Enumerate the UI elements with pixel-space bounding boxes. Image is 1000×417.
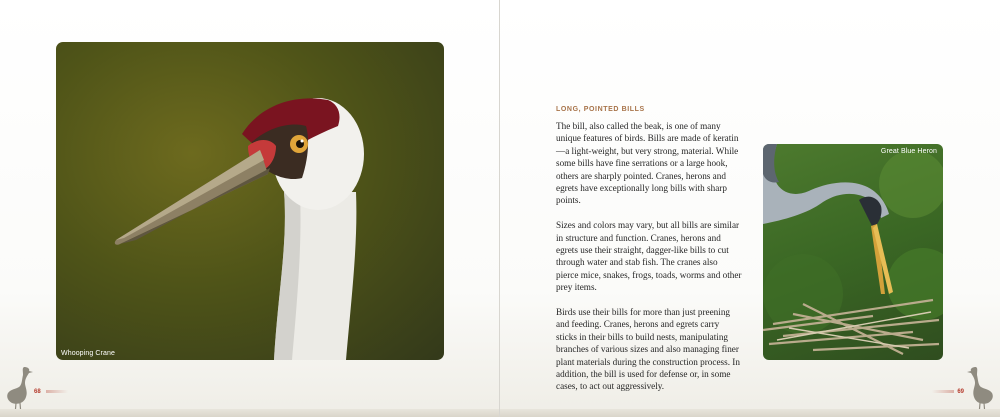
page-edge	[0, 409, 499, 417]
great-blue-heron-photo	[763, 144, 943, 360]
section-heading: LONG, POINTED BILLS	[556, 106, 645, 113]
crane-silhouette-icon	[2, 363, 36, 415]
page-number: 69	[957, 389, 964, 395]
photo-caption: Whooping Crane	[61, 350, 115, 357]
crane-silhouette-icon	[964, 363, 998, 415]
great-blue-heron-illustration	[763, 144, 943, 360]
photo-caption: Great Blue Heron	[880, 148, 937, 155]
body-text	[556, 120, 742, 405]
page-edge	[500, 409, 1000, 417]
page-number: 68	[34, 389, 41, 395]
folio-decoration	[932, 390, 954, 393]
paragraph: Birds use their bills for more than just preening and feeding. Cranes, herons and egrets carry sticks in their bills to build nests, manipulating branches of various sizes and also managing finer plant materials during the construction process. In addition, the bill is used for defense or, in some cases, to act out aggressively.	[556, 306, 740, 392]
whooping-crane-illustration	[56, 42, 444, 360]
whooping-crane-photo	[56, 42, 444, 360]
paragraph: The bill, also called the beak, is one of many unique features of birds. Bills are made of keratin—a light-weight, but very strong, material. While some bills have fine serrations or a large hook, others are sharply pointed. Cranes, herons and egrets have exceptionally long bills with sharp points.	[556, 121, 739, 206]
folio-decoration	[46, 390, 68, 393]
paragraph: Sizes and colors may vary, but all bills are similar in structure and function. Cranes, herons and egrets use their straight, dagger-like bills to cut through water and stab fish. The cranes also pierce mice, snakes, frogs, toads, worms and other prey items.	[556, 220, 742, 293]
right-page	[500, 0, 1000, 417]
